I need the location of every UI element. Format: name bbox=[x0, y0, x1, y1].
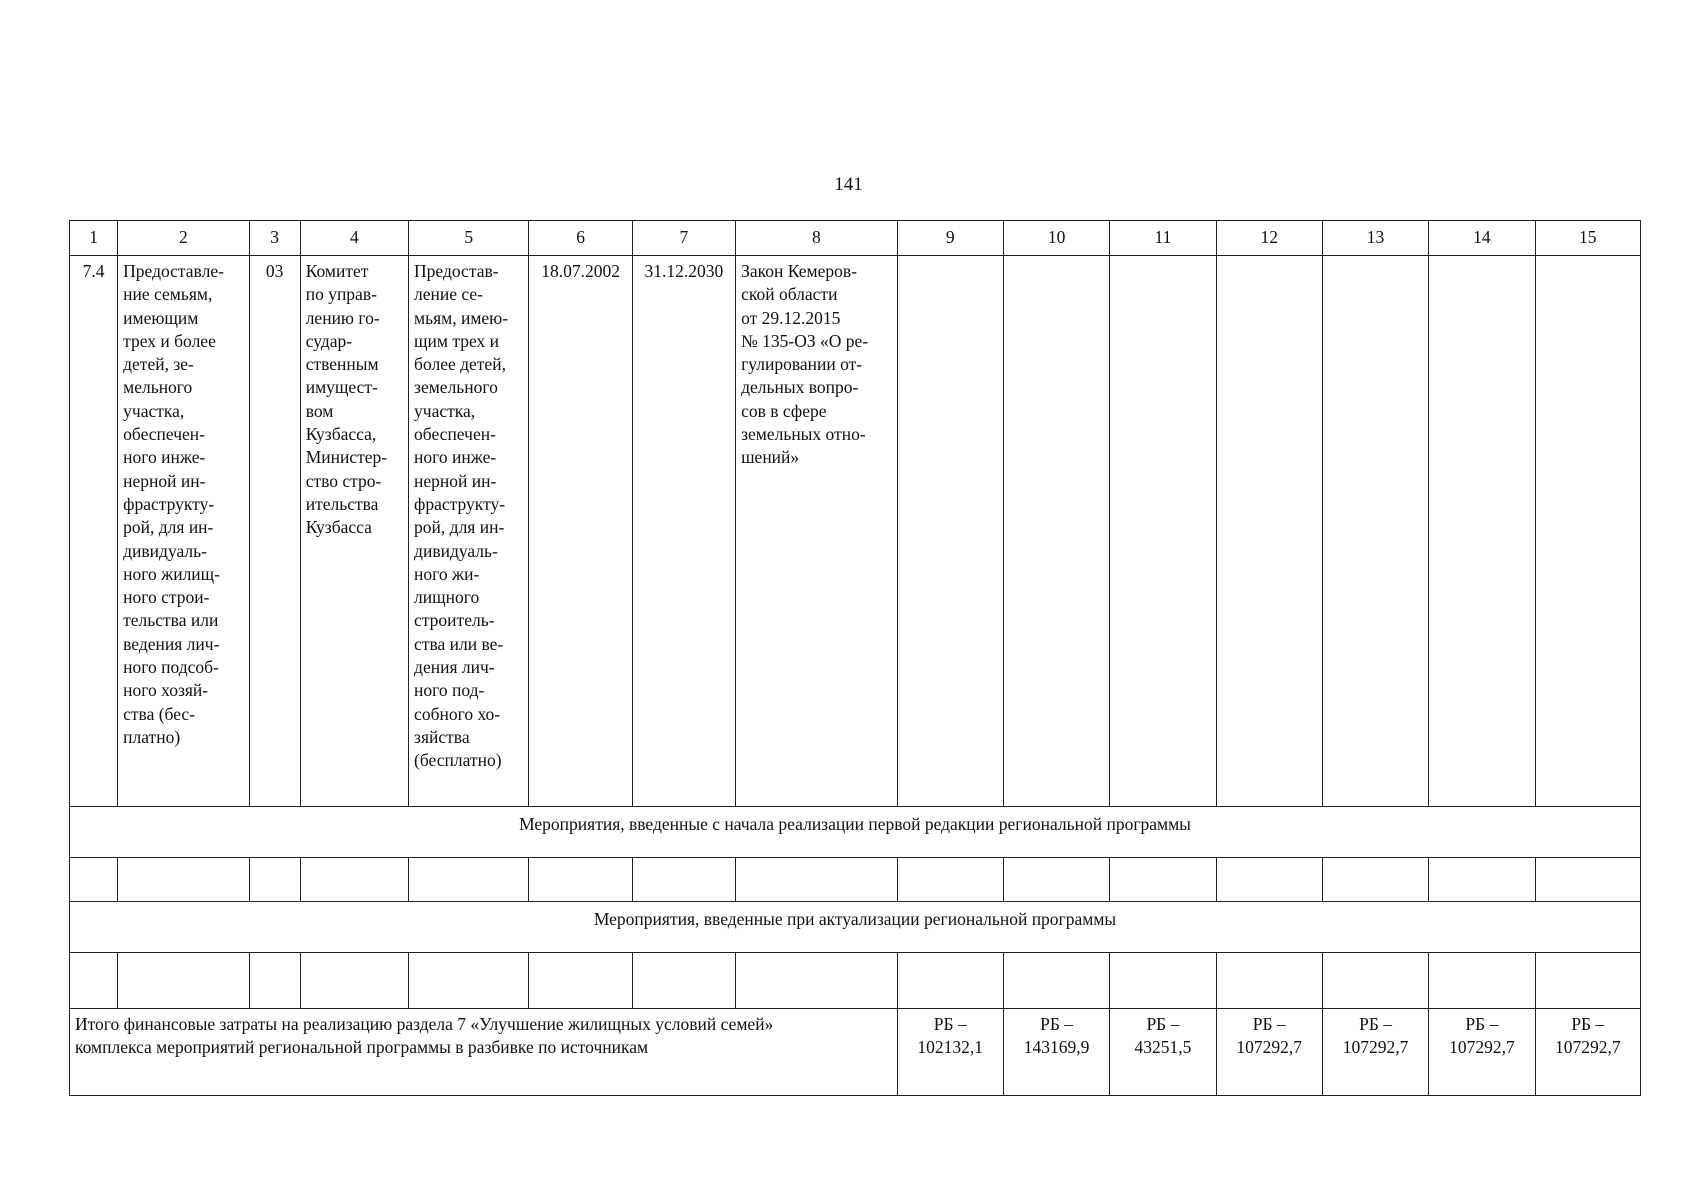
column-number: 6 bbox=[529, 221, 632, 256]
empty-cell bbox=[1216, 256, 1322, 807]
section-row-update bbox=[70, 902, 1641, 953]
total-row bbox=[70, 1009, 1641, 1096]
empty-cell bbox=[1535, 256, 1640, 807]
column-number: 15 bbox=[1535, 221, 1640, 256]
column-number: 14 bbox=[1429, 221, 1535, 256]
total-value: РБ – 43251,5 bbox=[1110, 1009, 1216, 1096]
empty-cell bbox=[1322, 256, 1428, 807]
measure-law: Закон Кемеров- ской области от 29.12.2015 № 135-ОЗ «О ре- гулировании от- дельных вопро- сов в сфере земельных отно- шений» bbox=[736, 256, 898, 807]
empty-row bbox=[70, 953, 1641, 1009]
total-value: РБ – 143169,9 bbox=[1003, 1009, 1109, 1096]
total-value: РБ – 107292,7 bbox=[1216, 1009, 1322, 1096]
empty-cell bbox=[1110, 256, 1216, 807]
measure-number: 7.4 bbox=[70, 256, 118, 807]
measure-row bbox=[70, 256, 1641, 807]
column-number: 11 bbox=[1110, 221, 1216, 256]
section-row-first bbox=[70, 807, 1641, 858]
section-heading-update: Мероприятия, введенные при актуализации региональной программы bbox=[70, 902, 1641, 953]
column-number: 2 bbox=[118, 221, 249, 256]
total-value: РБ – 107292,7 bbox=[1322, 1009, 1428, 1096]
total-value: РБ – 107292,7 bbox=[1429, 1009, 1535, 1096]
column-number-row bbox=[70, 221, 1641, 256]
total-label: Итого финансовые затраты на реализацию раздела 7 «Улучшение жилищных условий семей» комплекса мероприятий региональной программы в разбивке по источникам bbox=[70, 1009, 898, 1096]
page-number: 141 bbox=[834, 174, 863, 195]
column-number: 8 bbox=[736, 221, 898, 256]
column-number: 7 bbox=[632, 221, 735, 256]
measure-code: 03 bbox=[249, 256, 300, 807]
column-number: 4 bbox=[300, 221, 408, 256]
column-number: 1 bbox=[70, 221, 118, 256]
empty-cell bbox=[897, 256, 1003, 807]
column-number: 13 bbox=[1322, 221, 1428, 256]
column-number: 12 bbox=[1216, 221, 1322, 256]
section-heading-first: Мероприятия, введенные с начала реализации первой редакции региональной программы bbox=[70, 807, 1641, 858]
empty-row bbox=[70, 858, 1641, 902]
empty-cell bbox=[1429, 256, 1535, 807]
column-number: 10 bbox=[1003, 221, 1109, 256]
total-value: РБ – 102132,1 bbox=[897, 1009, 1003, 1096]
measure-end-date: 31.12.2030 bbox=[632, 256, 735, 807]
measure-executor: Комитет по управ- лению го- судар- ственным имущест- вом Кузбасса, Министер- ство стро- ительства Кузбасса bbox=[300, 256, 408, 807]
program-table bbox=[69, 220, 1641, 1096]
total-value: РБ – 107292,7 bbox=[1535, 1009, 1640, 1096]
column-number: 9 bbox=[897, 221, 1003, 256]
column-number: 3 bbox=[249, 221, 300, 256]
empty-cell bbox=[1003, 256, 1109, 807]
measure-description: Предостав- ление се- мьям, имею- щим трех и более детей, земельного участка, обеспечен- ного инже- нерной ин- фраструкту- рой, для ин- дивидуаль- ного жи- лищного строитель- ства или ве- дения лич- ного под- собного хо- зяйства (бесплатно) bbox=[409, 256, 529, 807]
column-number: 5 bbox=[409, 221, 529, 256]
measure-name: Предоставле- ние семьям, имеющим трех и более детей, зе- мельного участка, обеспечен- ного инже- нерной ин- фраструкту- рой, для ин- дивидуаль- ного жилищ- ного строи- тельства или ведения лич- ного подсоб- ного хозяй- ства (бес- платно) bbox=[118, 256, 249, 807]
measure-start-date: 18.07.2002 bbox=[529, 256, 632, 807]
